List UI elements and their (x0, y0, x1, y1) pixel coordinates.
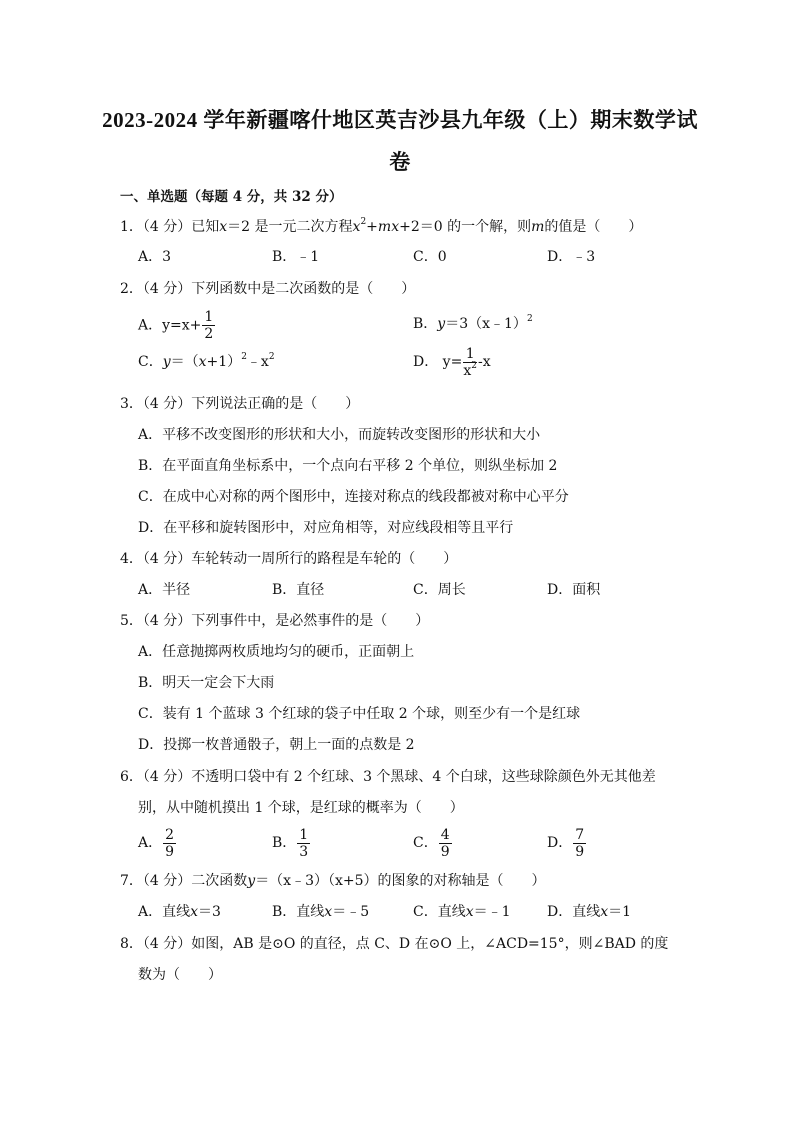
question-7-option-b[interactable]: B．直线x＝﹣5 (272, 904, 370, 920)
question-6-option-b[interactable]: B． $\frac{1}{3}$ (272, 826, 309, 860)
question-3-option-d[interactable]: D．在平移和旋转图形中，对应角相等，对应线段相等且平行 (138, 520, 514, 536)
fraction: $\frac{1}{x^2}$ (463, 345, 477, 379)
question-4-stem: 4．（4 分）车轮转动一周所行的路程是车轮的（ ） (120, 551, 458, 567)
question-5-option-a[interactable]: A．任意抛掷两枚质地均匀的硬币，正面朝上 (138, 644, 415, 660)
question-7-option-a[interactable]: A．直线x＝3 (138, 904, 221, 920)
question-3-option-c[interactable]: C．在成中心对称的两个图形中，连接对称点的线段都被对称中心平分 (138, 489, 569, 505)
question-4-option-b[interactable]: B．直径 (272, 582, 325, 598)
question-1-option-b[interactable]: B．﹣1 (272, 249, 320, 265)
question-5-option-b[interactable]: B．明天一定会下大雨 (138, 675, 275, 691)
fraction: $\frac{1}{3}$ (299, 826, 309, 860)
question-5-option-c[interactable]: C．装有 1 个蓝球 3 个红球的袋子中任取 2 个球，则至少有一个是红球 (138, 706, 581, 722)
question-7-option-d[interactable]: D．直线x＝1 (547, 904, 632, 920)
question-1-stem: 1．（4 分）已知x＝2 是一元二次方程$x^2+mx+2=0$ 的一个解，则m的值是（ ） (120, 217, 643, 235)
question-3-option-b[interactable]: B．在平面直角坐标系中，一个点向右平移 2 个单位，则纵坐标加 2 (138, 458, 558, 474)
question-2-stem: 2．（4 分）下列函数中是二次函数的是（ ） (120, 281, 416, 297)
question-6-stem-line-2: 别，从中随机摸出 1 个球，是红球的概率为（ ） (138, 800, 464, 816)
fraction: $\frac{1}{2}$ (204, 309, 214, 342)
question-6-option-a[interactable]: A． $\frac{2}{9}$ (138, 826, 175, 860)
question-6-option-d[interactable]: D． $\frac{7}{9}$ (547, 826, 585, 860)
question-4-option-c[interactable]: C．周长 (413, 582, 466, 598)
section-heading: 一、单选题（每题 4 分，共 32 分） (120, 189, 343, 205)
question-3-stem: 3．（4 分）下列说法正确的是（ ） (120, 396, 360, 412)
question-6-stem-line-1: 6．（4 分）不透明口袋中有 2 个红球、3 个黑球、4 个白球，这些球除颜色外无其他差 (120, 769, 656, 785)
question-4-option-d[interactable]: D．面积 (547, 582, 601, 598)
question-2-option-c[interactable]: C．$y=(x+1)^2﹣x^2$ (138, 352, 275, 370)
fraction: $\frac{2}{9}$ (165, 826, 175, 860)
question-7-stem: 7．（4 分）二次函数y＝（x﹣3）（x+5）的图象的对称轴是（ ） (120, 873, 546, 889)
question-6-option-c[interactable]: C． $\frac{4}{9}$ (413, 826, 450, 860)
exam-title-line-1: 2023-2024 学年新疆喀什地区英吉沙县九年级（上）期末数学试 (102, 108, 698, 132)
question-2-option-a[interactable]: A．y=x+ $\frac{1}{2}$ (138, 309, 214, 342)
exam-title-line-2: 卷 (389, 150, 411, 174)
question-7-option-c[interactable]: C．直线x＝﹣1 (413, 904, 511, 920)
question-2-option-d[interactable]: D． y= $\frac{1}{x^2}$ -x (413, 345, 491, 379)
question-8-stem-line-2: 数为（ ） (138, 967, 222, 983)
question-4-option-a[interactable]: A．半径 (138, 582, 191, 598)
question-3-option-a[interactable]: A．平移不改变图形的形状和大小，而旋转改变图形的形状和大小 (138, 427, 541, 443)
question-2-option-b[interactable]: B．y＝3（x﹣1）$^2$ (413, 314, 533, 332)
question-5-stem: 5．（4 分）下列事件中，是必然事件的是（ ） (120, 613, 430, 629)
question-1-option-d[interactable]: D．﹣3 (547, 249, 596, 265)
question-5-option-d[interactable]: D．投掷一枚普通骰子，朝上一面的点数是 2 (138, 737, 415, 753)
fraction: $\frac{7}{9}$ (575, 826, 585, 860)
fraction: $\frac{4}{9}$ (440, 826, 450, 860)
question-8-stem-line-1: 8．（4 分）如图，AB 是⊙O 的直径，点 C、D 在⊙O 上，∠ACD=15°，则∠BAD 的度 (120, 936, 669, 952)
question-1-option-c[interactable]: C．0 (413, 249, 447, 265)
question-1-option-a[interactable]: A．3 (138, 249, 172, 265)
